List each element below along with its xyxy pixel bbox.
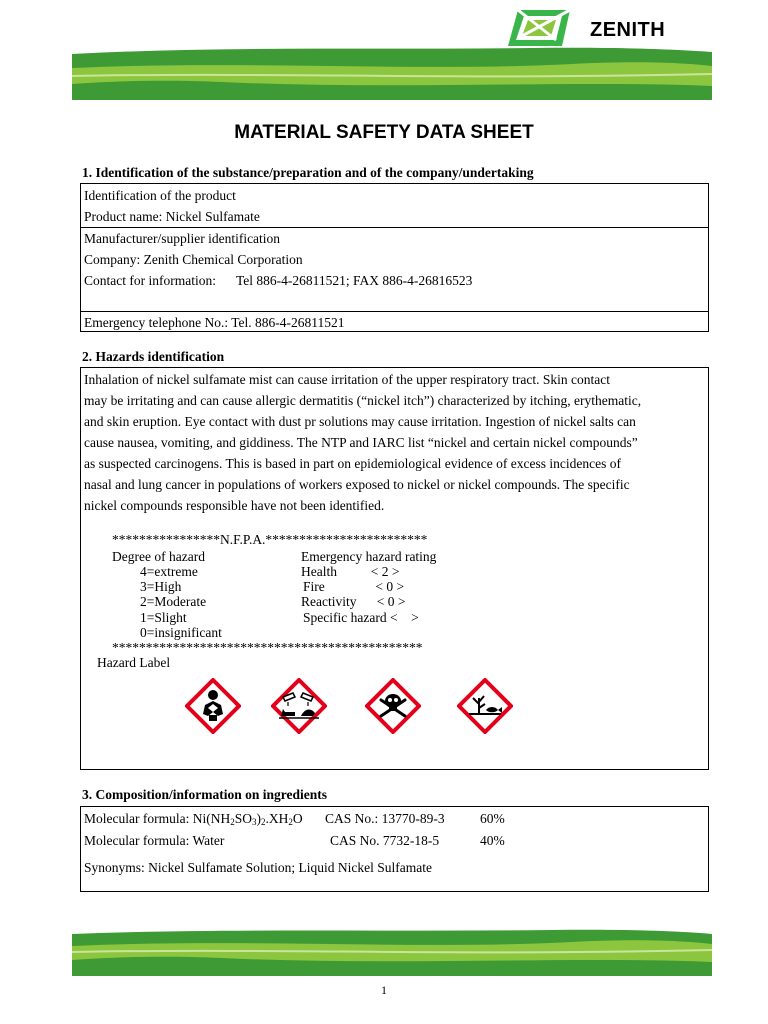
company-name: Company: Zenith Chemical Corporation — [84, 252, 303, 267]
formula-1-suffix: .XH — [265, 811, 289, 826]
divider — [81, 227, 708, 228]
percent-1: 60% — [480, 811, 505, 826]
section-3-box — [80, 806, 709, 892]
corrosive-icon — [271, 678, 327, 734]
manufacturer-label: Manufacturer/supplier identification — [84, 231, 281, 246]
degree-item: 2=Moderate — [140, 594, 207, 609]
degree-item: 1=Slight — [140, 610, 187, 625]
hazard-paragraph-line: nickel compounds responsible have not been identified. — [84, 498, 385, 513]
product-label: Identification of the product — [84, 188, 236, 203]
rating-item: Health < 2 > — [301, 564, 400, 579]
degree-item: 3=High — [140, 579, 182, 594]
nfpa-bottom-rule: ********************************************** — [112, 640, 423, 655]
formula-1-mid: SO — [234, 811, 252, 826]
zenith-logo-icon — [500, 6, 580, 50]
hazard-label-heading: Hazard Label — [97, 655, 171, 670]
percent-2: 40% — [480, 833, 505, 848]
section-2-heading: 2. Hazards identification — [82, 349, 225, 364]
formula-1 — [84, 809, 303, 833]
environment-icon — [457, 678, 513, 734]
emergency-phone: Emergency telephone No.: Tel. 886-4-26811521 — [84, 315, 345, 330]
nfpa-top-rule: ****************N.F.P.A.************************ — [112, 532, 428, 547]
subscript: 3 — [251, 817, 257, 827]
section-1-box — [80, 183, 709, 332]
degree-item: 4=extreme — [140, 564, 198, 579]
health-hazard-icon — [185, 678, 241, 734]
hazard-paragraph-line: Inhalation of nickel sulfamate mist can cause irritation of the upper respiratory tract. Skin contact — [84, 372, 610, 387]
cas-1: CAS No.: 13770-89-3 — [325, 811, 445, 826]
brand-name: ZENITH — [590, 19, 666, 41]
hazard-paragraph-line: nasal and lung cancer in populations of workers exposed to nickel or nickel compounds. The specific — [84, 477, 630, 492]
header-band — [72, 46, 712, 100]
emergency-heading: Emergency hazard rating — [301, 549, 437, 564]
rating-item: Specific hazard < > — [303, 610, 419, 625]
hazard-paragraph-line: as suspected carcinogens. This is based in part on epidemiological evidence of excess incidences of — [84, 456, 621, 471]
subscript: 2 — [260, 817, 266, 827]
section-2-box — [80, 367, 709, 770]
rating-item: Reactivity < 0 > — [301, 594, 406, 609]
subscript: 2 — [230, 817, 235, 827]
page-title: MATERIAL SAFETY DATA SHEET — [234, 122, 534, 143]
contact-value: Tel 886-4-26811521; FAX 886-4-26816523 — [236, 273, 473, 288]
section-3-heading: 3. Composition/information on ingredients — [82, 787, 328, 802]
cas-2: CAS No. 7732-18-5 — [330, 833, 440, 848]
footer-band — [72, 928, 712, 976]
synonyms: Synonyms: Nickel Sulfamate Solution; Liquid Nickel Sulfamate — [84, 860, 432, 875]
company-logo — [500, 6, 670, 50]
hazard-paragraph-line: and skin eruption. Eye contact with dust pr solutions may cause irritation. Ingestion of nickel salts can — [84, 414, 636, 429]
formula-1-mid: ) — [256, 811, 261, 826]
product-name: Product name: Nickel Sulfamate — [84, 209, 260, 224]
page-number: 1 — [381, 983, 387, 997]
skull-crossbones-icon — [365, 678, 421, 734]
formula-1-end: O — [292, 811, 303, 826]
degree-item: 0=insignificant — [140, 625, 222, 640]
divider — [81, 311, 708, 312]
section-1-heading: 1. Identification of the substance/preparation and of the company/undertaking — [82, 165, 534, 180]
subscript: 2 — [288, 817, 293, 827]
hazard-paragraph-line: cause nausea, vomiting, and giddiness. The NTP and IARC list “nickel and certain nickel compounds” — [84, 435, 638, 450]
degree-heading: Degree of hazard — [112, 549, 205, 564]
rating-item: Fire < 0 > — [303, 579, 405, 594]
formula-2: Molecular formula: Water — [84, 833, 225, 848]
formula-1-prefix: Molecular formula: Ni(NH — [84, 811, 231, 826]
contact-label: Contact for information: — [84, 273, 216, 288]
hazard-paragraph-line: may be irritating and can cause allergic dermatitis (“nickel itch”) characterized by itching, erythematic, — [84, 393, 642, 408]
